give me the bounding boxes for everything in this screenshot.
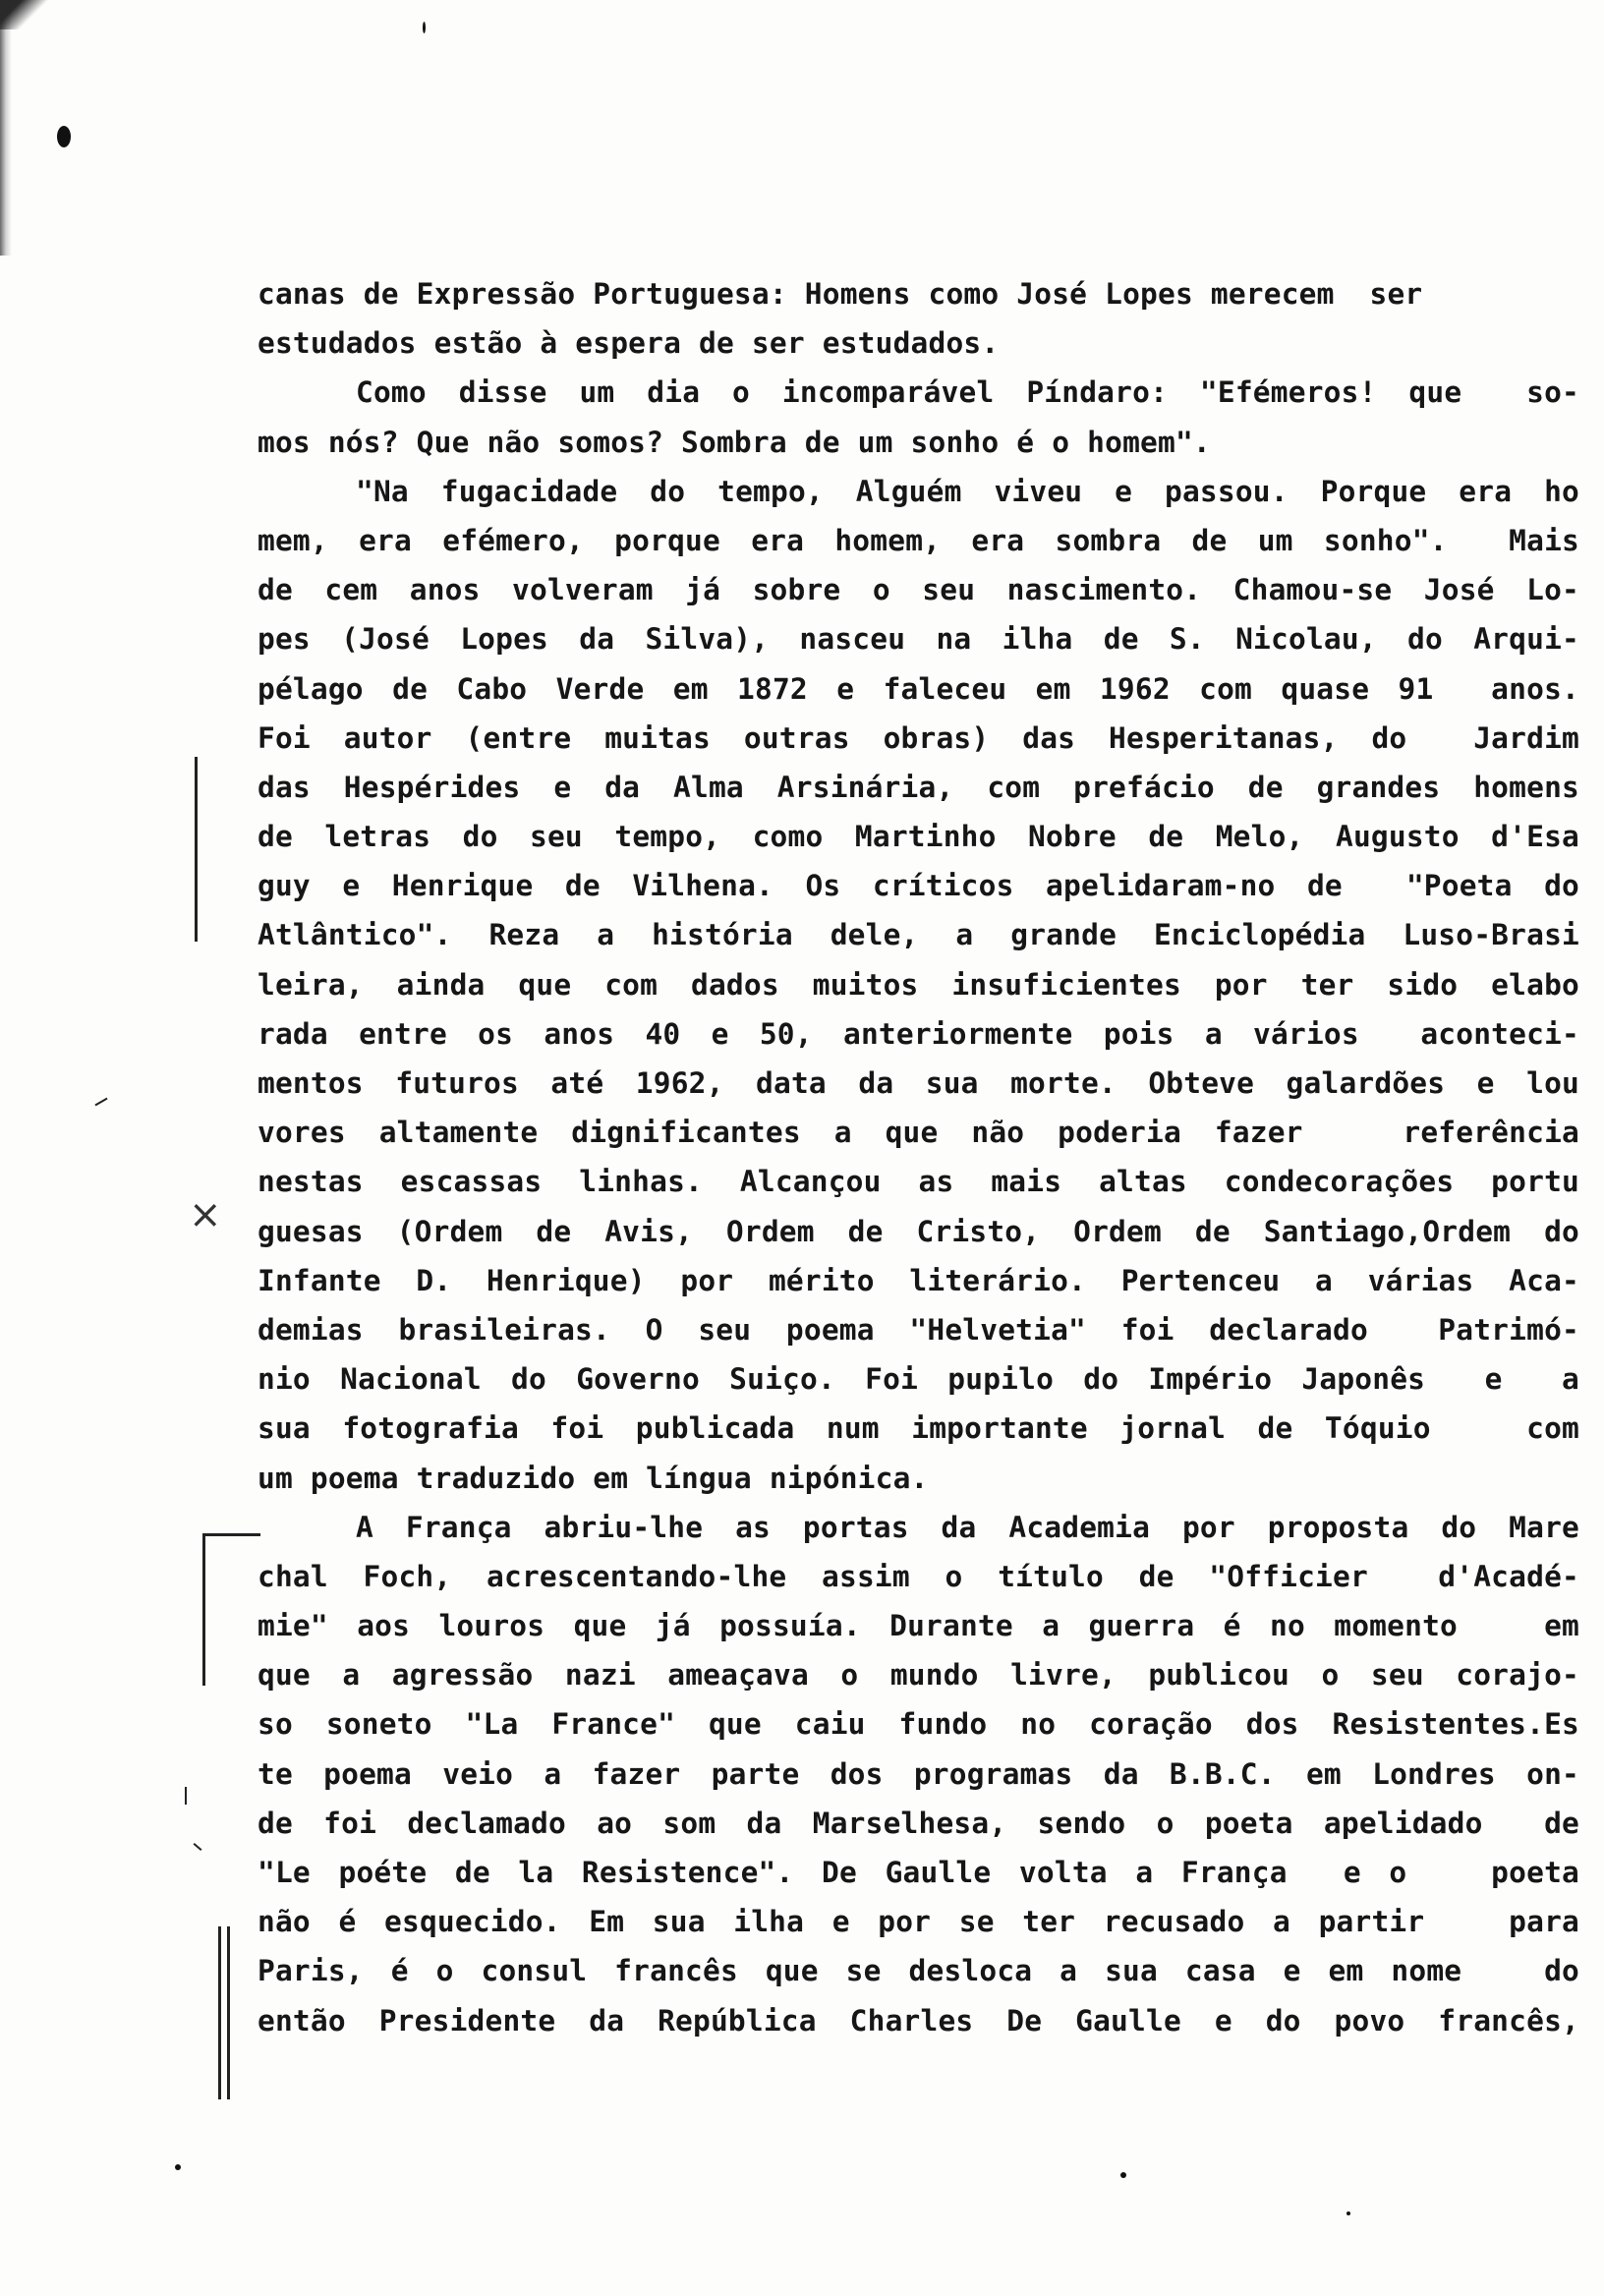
text-line: Atlântico". Reza a história dele, a grande Enciclopédia Luso-Brasi — [258, 918, 1579, 952]
text-line: que a agressão nazi ameaçava o mundo livre, publicou o seu corajo- — [258, 1658, 1579, 1693]
speck — [423, 22, 426, 33]
margin-tick-mark — [94, 1098, 107, 1107]
text-line: A França abriu-lhe as portas da Academia por proposta do Mare — [356, 1510, 1579, 1544]
text-line: mie" aos louros que já possuía. Durante a guerra é no momento em — [258, 1609, 1579, 1643]
margin-tick-mark — [194, 1843, 202, 1851]
text-line: leira, ainda que com dados muitos insuficientes por ter sido elabo — [258, 967, 1579, 1002]
text-line: mos nós? Que não somos? Sombra de um sonho é o homem". — [258, 425, 1211, 459]
text-line: de cem anos volveram já sobre o seu nascimento. Chamou-se José Lo- — [258, 573, 1579, 607]
margin-bracket-mark — [195, 757, 198, 942]
margin-tick-mark — [185, 1787, 187, 1805]
text-line: demias brasileiras. O seu poema "Helvetia" foi declarado Patrimó- — [258, 1312, 1579, 1347]
text-line: não é esquecido. Em sua ilha e por se ter recusado a partir para — [258, 1905, 1579, 1939]
margin-x-mark: × — [189, 1192, 222, 1237]
text-line: Paris, é o consul francês que se desloca a sua casa e em nome do — [258, 1954, 1579, 1988]
text-line: "Na fugacidade do tempo, Alguém viveu e passou. Porque era ho — [356, 474, 1579, 508]
text-line: de letras do seu tempo, como Martinho Nobre de Melo, Augusto d'Esa — [258, 820, 1579, 854]
text-line: das Hespérides e da Alma Arsinária, com prefácio de grandes homens — [258, 770, 1579, 804]
text-line: mentos futuros até 1962, data da sua morte. Obteve galardões e lou — [258, 1066, 1579, 1100]
text-line: estudados estão à espera de ser estudados. — [258, 326, 1000, 361]
text-line: mem, era efémero, porque era homem, era sombra de um sonho". Mais — [258, 523, 1579, 557]
scan-corner-shadow — [0, 0, 59, 29]
speck — [1120, 2172, 1126, 2178]
text-line: pélago de Cabo Verde em 1872 e faleceu em 1962 com quase 91 anos. — [258, 671, 1579, 706]
text-line: Foi autor (entre muitas outras obras) das Hesperitanas, do Jardim — [258, 720, 1579, 755]
text-line: rada entre os anos 40 e 50, anteriormente pois a vários aconteci- — [258, 1016, 1579, 1051]
text-line: Infante D. Henrique) por mérito literário. Pertenceu a várias Aca- — [258, 1263, 1579, 1297]
text-line: te poema veio a fazer parte dos programas da B.B.C. em Londres on- — [258, 1756, 1579, 1791]
text-line: "Le poéte de la Resistence". De Gaulle volta a França e o poeta — [258, 1856, 1579, 1889]
text-line: nestas escassas linhas. Alcançou as mais altas condecorações portu — [258, 1165, 1579, 1199]
text-line: so soneto "La France" que caiu fundo no coração dos Resistentes.Es — [258, 1707, 1579, 1742]
text-line: guy e Henrique de Vilhena. Os críticos apelidaram-no de "Poeta do — [258, 869, 1579, 903]
text-line: nio Nacional do Governo Suiço. Foi pupilo do Império Japonês e a — [258, 1362, 1579, 1397]
text-line: então Presidente da República Charles De Gaulle e do povo francês, — [258, 2003, 1579, 2038]
margin-bracket-mark — [202, 1533, 260, 1686]
text-line: vores altamente dignificantes a que não poderia fazer referência — [258, 1116, 1579, 1150]
speck — [175, 2164, 181, 2170]
text-line: pes (José Lopes da Silva), nasceu na ilha de S. Nicolau, do Arqui- — [258, 622, 1579, 657]
text-line: chal Foch, acrescentando-lhe assim o título de "Officier d'Acadé- — [258, 1559, 1579, 1593]
text-line: guesas (Ordem de Avis, Ordem de Cristo, Ordem de Santiago,Ordem do — [258, 1214, 1579, 1248]
speck — [1346, 2211, 1350, 2215]
scan-edge-shadow — [0, 0, 12, 256]
text-line: de foi declamado ao som da Marselhesa, sendo o poeta apelidado de — [258, 1806, 1579, 1840]
text-line: um poema traduzido em língua nipónica. — [258, 1461, 929, 1495]
text-line: sua fotografia foi publicada num importante jornal de Tóquio com — [258, 1411, 1579, 1446]
speck — [57, 126, 71, 147]
text-line: Como disse um dia o incomparável Píndaro: "Efémeros! que so- — [356, 375, 1579, 410]
document-body — [258, 269, 1579, 2045]
text-line: canas de Expressão Portuguesa: Homens como José Lopes merecem ser — [258, 277, 1423, 311]
margin-double-line-mark — [218, 1926, 230, 2099]
